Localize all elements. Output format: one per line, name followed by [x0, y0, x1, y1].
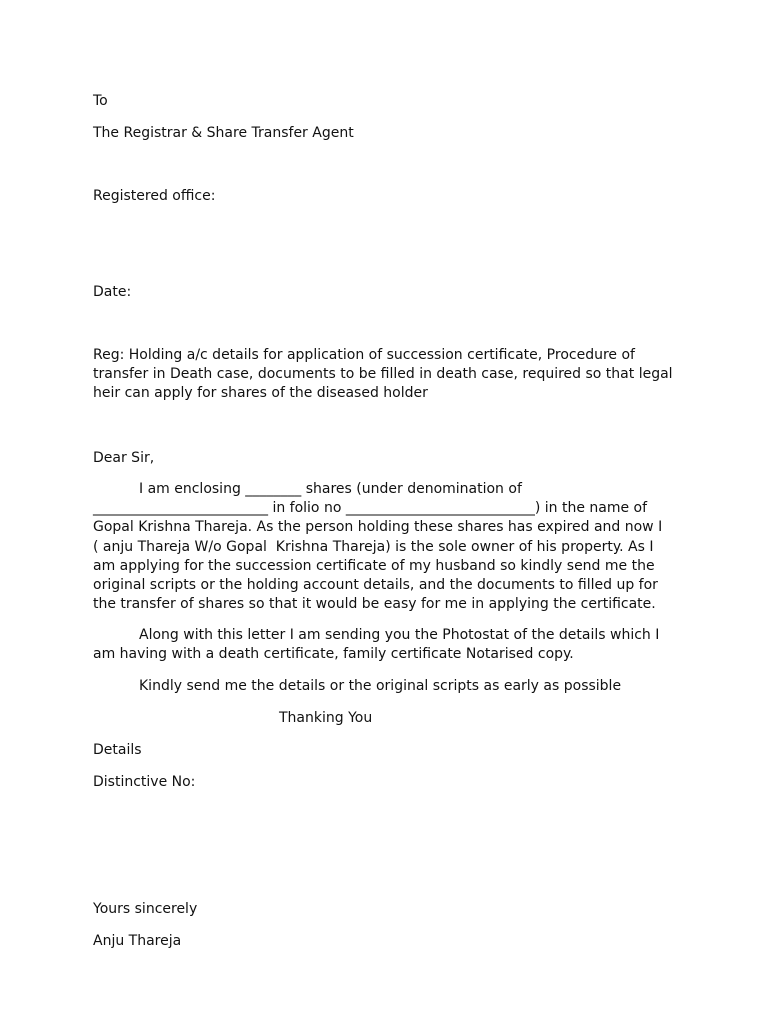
- body-line: I am enclosing ________ shares (under denomination of: [139, 481, 522, 497]
- salutation: Dear Sir,: [93, 450, 155, 466]
- subject-line: heir can apply for shares of the diseased holder: [93, 385, 428, 402]
- details-label: Details: [93, 742, 142, 758]
- recipient-name: The Registrar & Share Transfer Agent: [93, 125, 354, 141]
- distinctive-no-label: Distinctive No:: [93, 774, 196, 790]
- subject-reference: [93, 346, 673, 404]
- body-line: ( anju Thareja W/o Gopal Krishna Thareja) is the sole owner of his property. As I: [93, 538, 654, 555]
- to-label: To: [93, 93, 108, 109]
- closing-line: Yours sincerely: [93, 901, 198, 917]
- body-line: the transfer of shares so that it would be easy for me in applying the certificate.: [93, 596, 656, 613]
- subject-line: transfer in Death case, documents to be filled in death case, required so that legal: [93, 366, 673, 383]
- registered-office-label: Registered office:: [93, 188, 216, 204]
- date-label: Date:: [93, 284, 132, 300]
- body-line: original scripts or the holding account details, and the documents to filled up for: [93, 577, 658, 594]
- subject-line: Reg: Holding a/c details for application of succession certificate, Procedure of: [93, 347, 635, 363]
- body-line: Gopal Krishna Thareja. As the person holding these shares has expired and now I: [93, 519, 663, 536]
- body-line: Kindly send me the details or the original scripts as early as possible: [139, 678, 622, 694]
- thanking-line: Thanking You: [279, 710, 373, 726]
- body-line: Along with this letter I am sending you the Photostat of the details which I: [139, 627, 660, 643]
- signature-name: Anju Thareja: [93, 933, 182, 949]
- body-paragraph-2: [93, 626, 673, 664]
- body-line: am applying for the succession certificate of my husband so kindly send me the: [93, 557, 655, 574]
- body-paragraph-1: [93, 480, 673, 614]
- body-paragraph-3: [93, 677, 673, 696]
- body-line: am having with a death certificate, family certificate Notarised copy.: [93, 646, 574, 663]
- body-line: _________________________ in folio no ___________________________) in the name of: [93, 500, 648, 517]
